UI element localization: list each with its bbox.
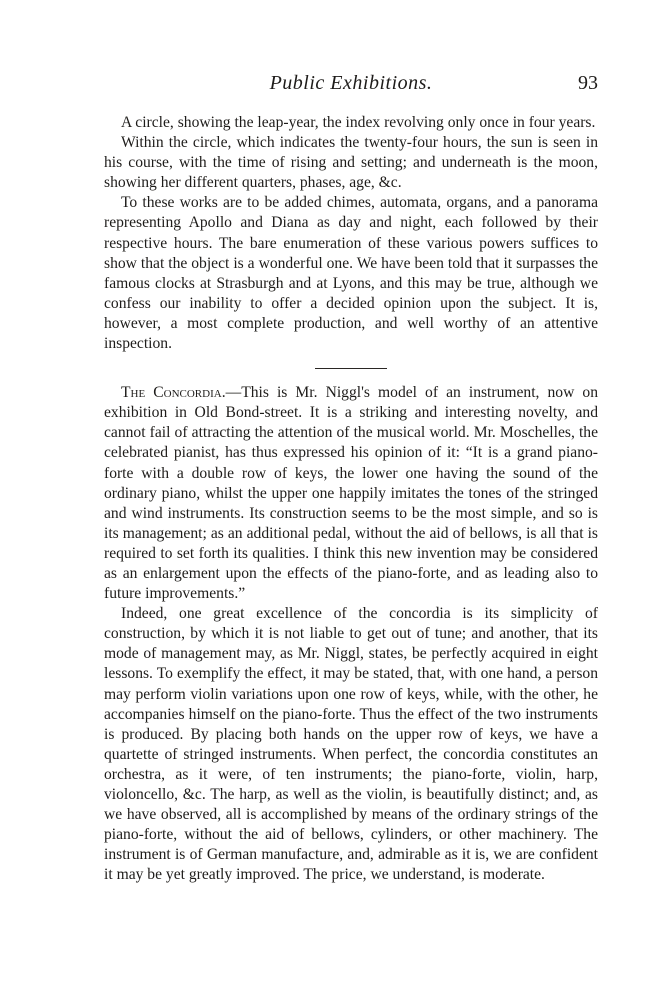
paragraph-chimes-automata: To these works are to be added chimes, automata, organs, and a panorama representing Apollo and Diana as day and night, each followed by their respective hours. The bare enumeration of these various powers suffices to show that the object is a wonderful one. We have been told that it surpasses the famous clocks at Strasburgh and at Lyons, and this may be true, although we confess our inability to offer a decided opinion upon the subject. It is, however, a most complete production, and well worthy of an attentive inspection.	[104, 194, 598, 353]
body-text	[104, 113, 598, 885]
book-page	[104, 72, 598, 885]
section-divider	[315, 368, 387, 369]
paragraph-concordia-details: Indeed, one great excellence of the concordia is its simplicity of construction, by which it is not liable to get out of tune; and another, that its mode of management may, as Mr. Niggl, states, be perfectly acquired in eight lessons. To exemplify the effect, it may be stated, that, with one hand, a person may perform violin variations upon one row of keys, while, with the other, he accompanies himself on the piano-forte. Thus the effect of the two instruments is produced. By placing both hands on the upper row of keys, we have a quartette of stringed instruments. When perfect, the concordia constitutes an orchestra, as it were, of ten instruments; the piano-forte, violin, harp, violoncello, &c. The harp, as well as the violin, is beautifully distinct; and, as we have observed, all is accomplished by means of the ordinary strings of the piano-forte, without the aid of bellows, cylinders, or other machinery. The instrument is of German manufacture, and, admirable as it is, we are confident it may be yet greatly improved. The price, we understand, is moderate.	[104, 605, 598, 884]
paragraph-leap-year: A circle, showing the leap-year, the index revolving only once in four years.	[121, 114, 596, 131]
paragraph-sun-moon: Within the circle, which indicates the twenty-four hours, the sun is seen in his course, with the time of rising and setting; and underneath is the moon, showing her different quarters, phases, age, &c.	[104, 134, 598, 192]
section-heading: The Concordia.	[121, 384, 226, 402]
paragraph-concordia-intro	[104, 383, 598, 604]
page-number: 93	[578, 72, 598, 94]
page-header	[104, 72, 598, 96]
concordia-intro-body: —This is Mr. Niggl's model of an instrument, now on exhibition in Old Bond-street. It is a striking and interesting novelty, and cannot fail of attracting the attention of the musical world. Mr. Moschelles, the celebrated pianist, has thus expressed his opinion of it: “It is a grand piano-forte with a double row of keys, the lower one having the sound of the ordinary piano, whilst the upper one happily imitates the tones of the stringed and wind instruments. Its construction seems to be the most simple, and so is its management; as an additional pedal, without the aid of bellows, is all that is required to set forth its qualities. I think this new invention may be considered as an enlargement upon the effects of the piano-forte, and as leading also to future improvements.”	[104, 384, 599, 603]
running-title: Public Exhibitions.	[269, 72, 433, 94]
